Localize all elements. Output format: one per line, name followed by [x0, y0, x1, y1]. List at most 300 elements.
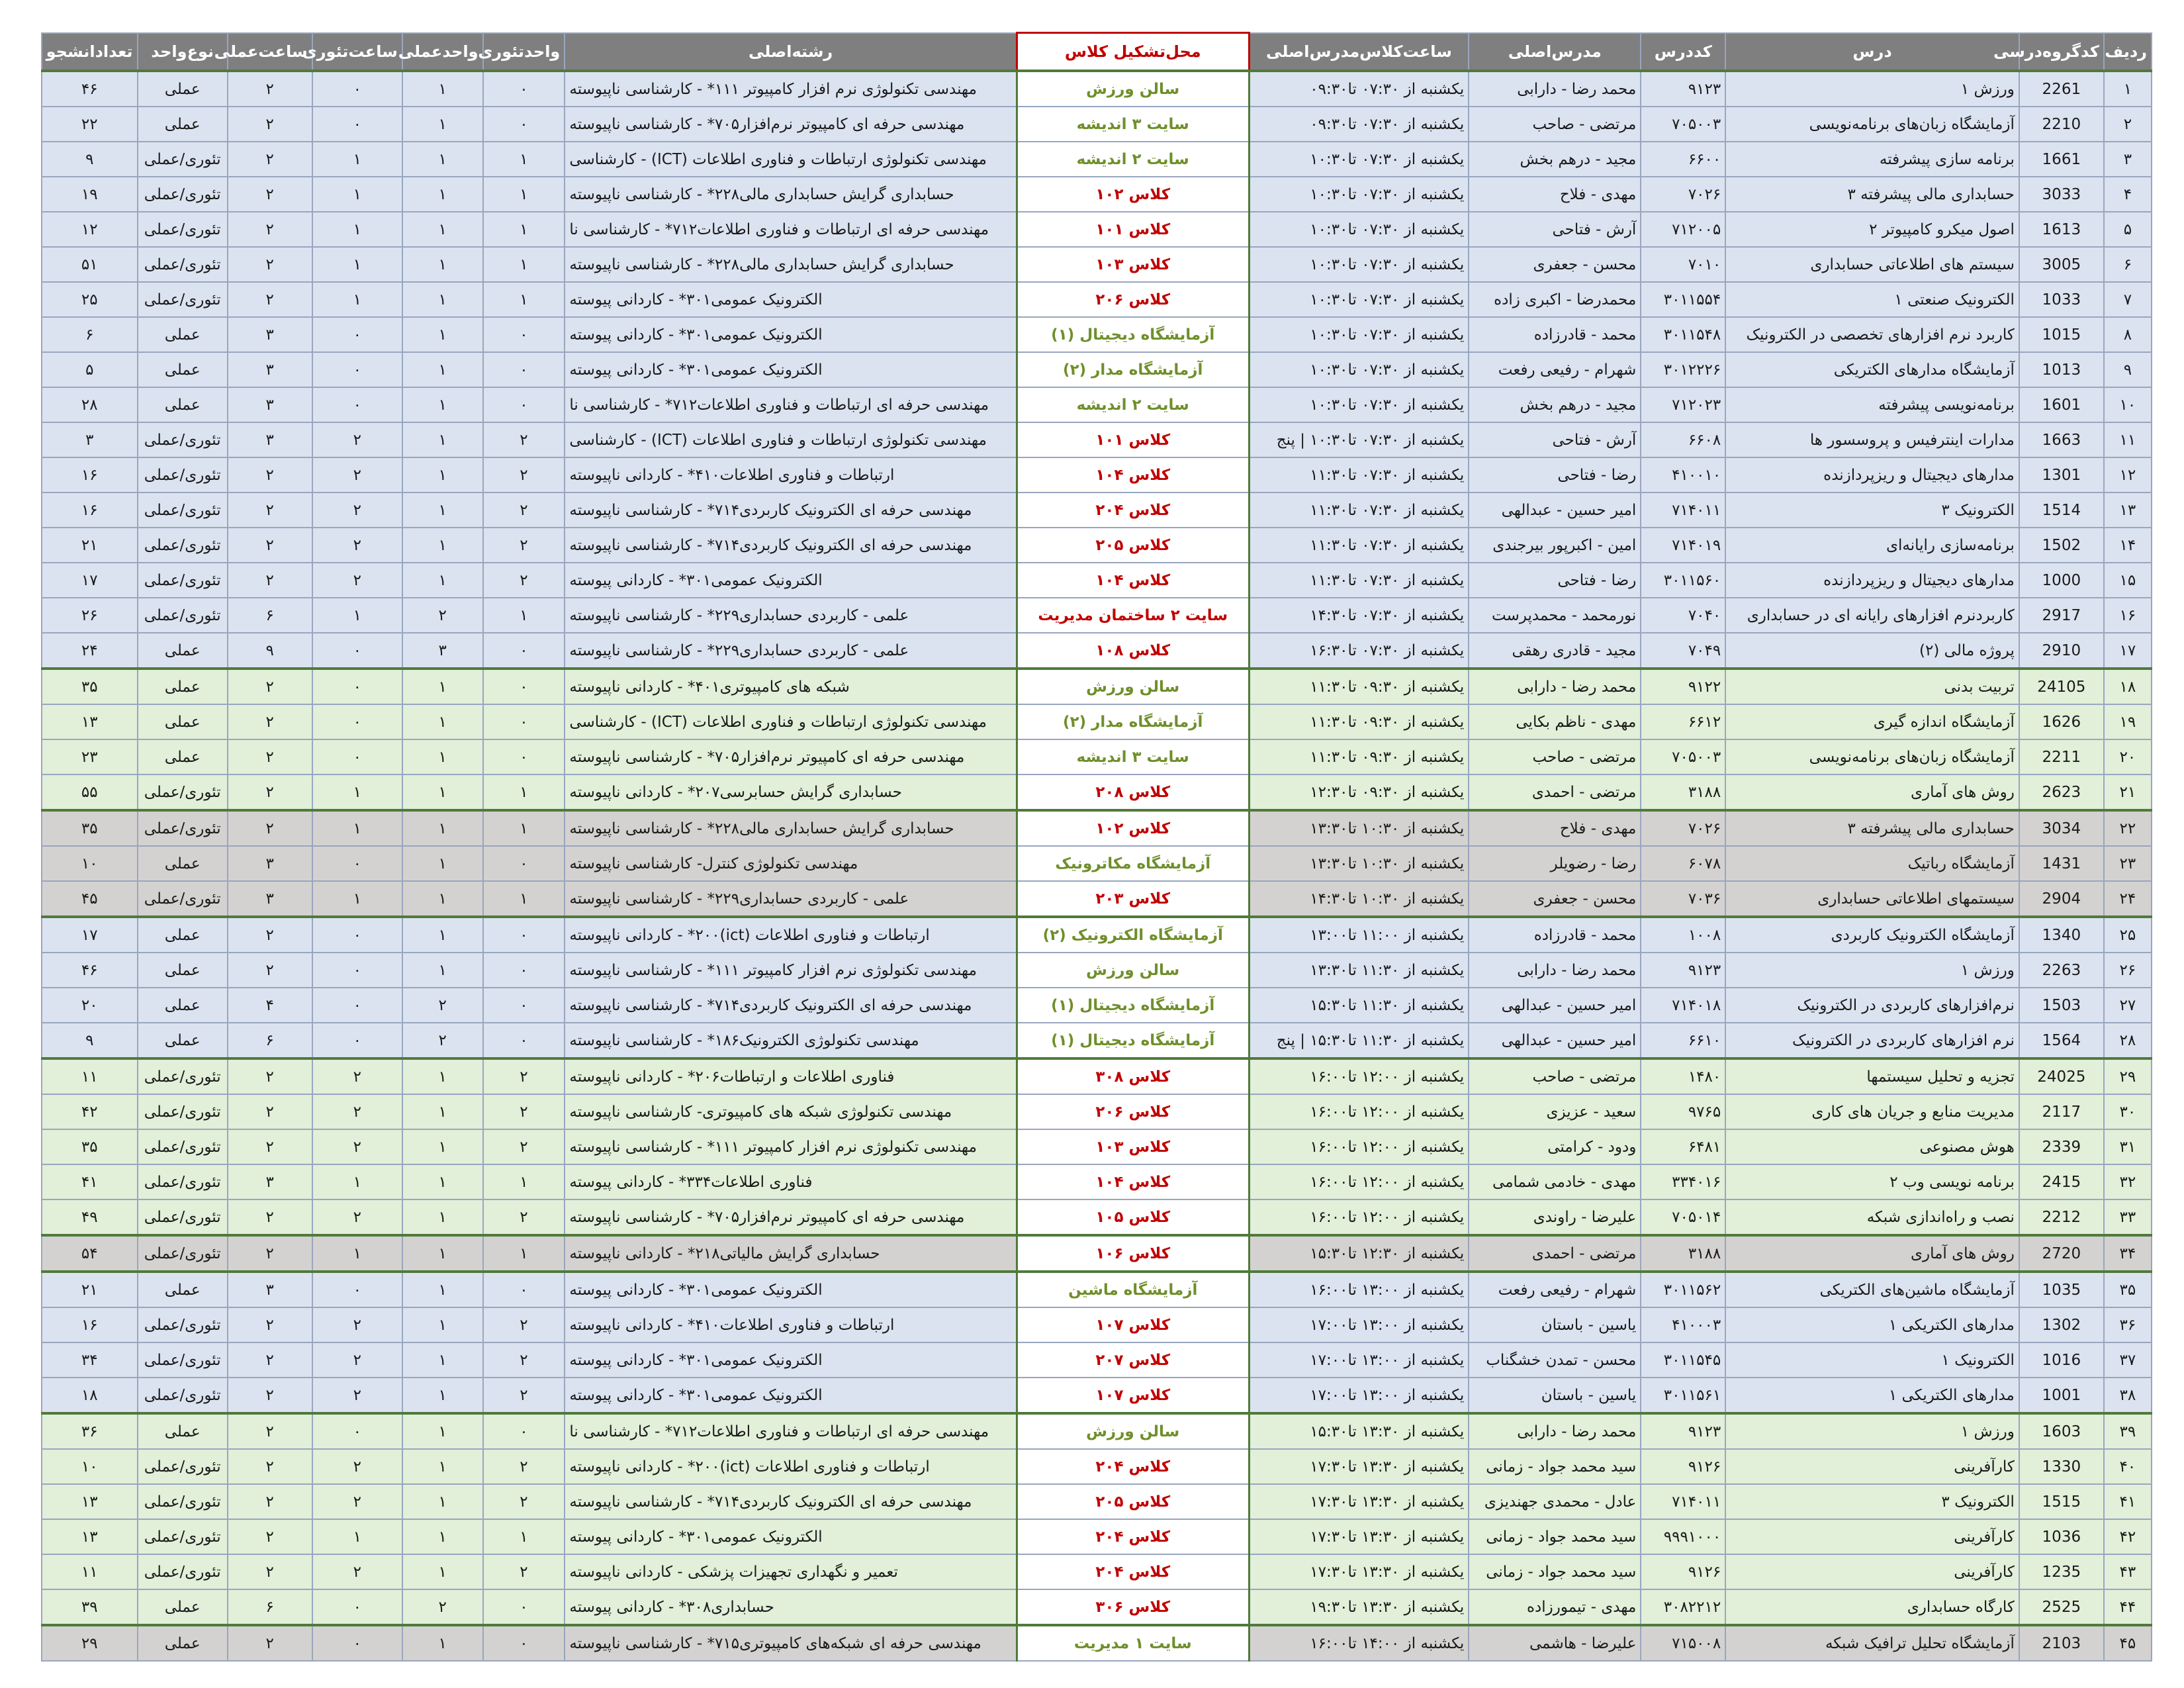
course-name-cell[interactable]: الکترونیک ۳: [1725, 492, 2019, 528]
teacher-cell[interactable]: مجید - درهم بخش: [1469, 387, 1641, 422]
row-number-cell[interactable]: ۳۵: [2104, 1272, 2152, 1307]
teacher-cell[interactable]: علیرضا - هاشمی: [1469, 1625, 1641, 1661]
theory-hours-cell[interactable]: ۱: [312, 598, 402, 633]
major-cell[interactable]: مهندسی حرفه ای شبکه‌های کامپیوتری۷۱۵* - کارشناسی ناپیوسته: [565, 1625, 1017, 1661]
unit-type-cell[interactable]: تئوری/عملی: [138, 810, 228, 846]
student-count-cell[interactable]: ۱۰: [42, 846, 138, 881]
class-time-cell[interactable]: یکشنبه از ۱۰:۳۰ تا۱۳:۳۰: [1249, 810, 1469, 846]
row-number-cell[interactable]: ۲۶: [2104, 953, 2152, 988]
practical-hours-cell[interactable]: ۲: [228, 774, 312, 810]
theory-hours-cell[interactable]: ۰: [312, 317, 402, 352]
teacher-cell[interactable]: مهدی - ناظم بکایی: [1469, 704, 1641, 739]
practical-hours-cell[interactable]: ۲: [228, 1625, 312, 1661]
course-code-cell[interactable]: ۷۰۴۹: [1641, 633, 1725, 669]
unit-type-cell[interactable]: عملی: [138, 1625, 228, 1661]
theory-units-cell[interactable]: ۲: [483, 1307, 565, 1342]
group-code-cell[interactable]: 1302: [2019, 1307, 2104, 1342]
course-code-cell[interactable]: ۷۰۱۰: [1641, 247, 1725, 282]
class-time-cell[interactable]: یکشنبه از ۰۷:۳۰ تا۱۰:۳۰: [1249, 247, 1469, 282]
row-number-cell[interactable]: ۵: [2104, 212, 2152, 247]
theory-units-cell[interactable]: ۰: [483, 1589, 565, 1625]
class-location-cell[interactable]: سایت ۲ اندیشه: [1017, 387, 1249, 422]
group-code-cell[interactable]: 1015: [2019, 317, 2104, 352]
col-header-teacher[interactable]: مدرس‌اصلی: [1469, 33, 1641, 71]
row-number-cell[interactable]: ۴۲: [2104, 1519, 2152, 1554]
theory-hours-cell[interactable]: ۰: [312, 669, 402, 704]
col-header-theory-units[interactable]: واحدتئوری: [483, 33, 565, 71]
major-cell[interactable]: حسابداری گرایش حسابرسی۲۰۷* - کاردانی ناپیوسته: [565, 774, 1017, 810]
theory-units-cell[interactable]: ۱: [483, 247, 565, 282]
theory-units-cell[interactable]: ۱: [483, 177, 565, 212]
class-time-cell[interactable]: یکشنبه از ۱۲:۳۰ تا۱۵:۳۰: [1249, 1235, 1469, 1272]
course-code-cell[interactable]: ۷۱۲۰۲۳: [1641, 387, 1725, 422]
group-code-cell[interactable]: 1330: [2019, 1449, 2104, 1484]
unit-type-cell[interactable]: عملی: [138, 917, 228, 953]
row-number-cell[interactable]: ۳۸: [2104, 1378, 2152, 1413]
table-row[interactable]: [42, 1484, 2152, 1519]
major-cell[interactable]: مهندسی حرفه ای ارتباطات و فناوری اطلاعات۷۱۲* - کارشناسی نا: [565, 1413, 1017, 1449]
theory-hours-cell[interactable]: ۲: [312, 1484, 402, 1519]
student-count-cell[interactable]: ۱۳: [42, 1519, 138, 1554]
class-time-cell[interactable]: یکشنبه از ۱۱:۳۰ تا۱۵:۳۰: [1249, 988, 1469, 1023]
table-row[interactable]: [42, 1164, 2152, 1199]
theory-hours-cell[interactable]: ۱: [312, 212, 402, 247]
practical-units-cell[interactable]: ۱: [402, 352, 483, 387]
table-row[interactable]: [42, 282, 2152, 317]
theory-hours-cell[interactable]: ۱: [312, 177, 402, 212]
class-time-cell[interactable]: یکشنبه از ۱۰:۳۰ تا۱۳:۳۰: [1249, 846, 1469, 881]
course-code-cell[interactable]: ۹۱۲۶: [1641, 1554, 1725, 1589]
class-location-cell[interactable]: سالن ورزش: [1017, 669, 1249, 704]
class-location-cell[interactable]: سالن ورزش: [1017, 953, 1249, 988]
class-location-cell[interactable]: کلاس ۱۰۸: [1017, 633, 1249, 669]
course-code-cell[interactable]: ۷۱۵۰۰۸: [1641, 1625, 1725, 1661]
theory-hours-cell[interactable]: ۰: [312, 917, 402, 953]
student-count-cell[interactable]: ۳۴: [42, 1342, 138, 1378]
theory-hours-cell[interactable]: ۰: [312, 1023, 402, 1058]
unit-type-cell[interactable]: عملی: [138, 739, 228, 774]
student-count-cell[interactable]: ۴۲: [42, 1094, 138, 1129]
group-code-cell[interactable]: 24025: [2019, 1058, 2104, 1094]
practical-units-cell[interactable]: ۱: [402, 563, 483, 598]
teacher-cell[interactable]: مرتضی - صاحب: [1469, 107, 1641, 142]
group-code-cell[interactable]: 1016: [2019, 1342, 2104, 1378]
theory-hours-cell[interactable]: ۱: [312, 282, 402, 317]
group-code-cell[interactable]: 1033: [2019, 282, 2104, 317]
table-row[interactable]: [42, 422, 2152, 457]
student-count-cell[interactable]: ۲۸: [42, 387, 138, 422]
class-location-cell[interactable]: کلاس ۱۰۳: [1017, 1129, 1249, 1164]
practical-hours-cell[interactable]: ۲: [228, 953, 312, 988]
unit-type-cell[interactable]: تئوری/عملی: [138, 1058, 228, 1094]
student-count-cell[interactable]: ۱۳: [42, 704, 138, 739]
practical-hours-cell[interactable]: ۲: [228, 282, 312, 317]
practical-hours-cell[interactable]: ۲: [228, 1378, 312, 1413]
table-row[interactable]: [42, 1378, 2152, 1413]
theory-units-cell[interactable]: ۰: [483, 317, 565, 352]
course-name-cell[interactable]: مدارهای الکتریکی ۱: [1725, 1307, 2019, 1342]
row-number-cell[interactable]: ۳۴: [2104, 1235, 2152, 1272]
practical-hours-cell[interactable]: ۲: [228, 1058, 312, 1094]
class-location-cell[interactable]: کلاس ۲۰۶: [1017, 1094, 1249, 1129]
class-location-cell[interactable]: سایت ۱ مدیریت: [1017, 1625, 1249, 1661]
class-time-cell[interactable]: یکشنبه از ۰۷:۳۰ تا۰۹:۳۰: [1249, 107, 1469, 142]
teacher-cell[interactable]: ودود - کرامتی: [1469, 1129, 1641, 1164]
teacher-cell[interactable]: محسن - جعفری: [1469, 881, 1641, 917]
teacher-cell[interactable]: مهدی - فلاح: [1469, 177, 1641, 212]
teacher-cell[interactable]: مجید - درهم بخش: [1469, 142, 1641, 177]
class-location-cell[interactable]: کلاس ۲۰۷: [1017, 1342, 1249, 1378]
major-cell[interactable]: مهندسی تکنولوژی ارتباطات و فناوری اطلاعات (ICT) - کارشناسی: [565, 704, 1017, 739]
table-row[interactable]: [42, 107, 2152, 142]
practical-hours-cell[interactable]: ۹: [228, 633, 312, 669]
course-code-cell[interactable]: ۷۱۴۰۱۱: [1641, 1484, 1725, 1519]
theory-units-cell[interactable]: ۰: [483, 1625, 565, 1661]
theory-units-cell[interactable]: ۲: [483, 1094, 565, 1129]
class-time-cell[interactable]: یکشنبه از ۱۲:۰۰ تا۱۶:۰۰: [1249, 1129, 1469, 1164]
group-code-cell[interactable]: 1613: [2019, 212, 2104, 247]
group-code-cell[interactable]: 2720: [2019, 1235, 2104, 1272]
table-row[interactable]: [42, 1272, 2152, 1307]
course-code-cell[interactable]: ۹۹۹۱۰۰۰: [1641, 1519, 1725, 1554]
table-row[interactable]: [42, 1413, 2152, 1449]
practical-units-cell[interactable]: ۱: [402, 1307, 483, 1342]
student-count-cell[interactable]: ۱۷: [42, 563, 138, 598]
row-number-cell[interactable]: ۱۹: [2104, 704, 2152, 739]
theory-hours-cell[interactable]: ۲: [312, 1058, 402, 1094]
course-code-cell[interactable]: ۶۶۰۰: [1641, 142, 1725, 177]
course-name-cell[interactable]: آزمایشگاه زبان‌های برنامه‌نویسی: [1725, 107, 2019, 142]
class-time-cell[interactable]: یکشنبه از ۱۱:۰۰ تا۱۳:۰۰: [1249, 917, 1469, 953]
group-code-cell[interactable]: 2261: [2019, 71, 2104, 107]
theory-hours-cell[interactable]: ۲: [312, 1378, 402, 1413]
practical-hours-cell[interactable]: ۶: [228, 598, 312, 633]
practical-units-cell[interactable]: ۱: [402, 492, 483, 528]
class-location-cell[interactable]: سایت ۳ اندیشه: [1017, 739, 1249, 774]
theory-hours-cell[interactable]: ۲: [312, 1199, 402, 1235]
major-cell[interactable]: مهندسی حرفه ای کامپیوتر نرم‌افزار۷۰۵* - کارشناسی ناپیوسته: [565, 1199, 1017, 1235]
teacher-cell[interactable]: مرتضی - صاحب: [1469, 1058, 1641, 1094]
teacher-cell[interactable]: مهدی - فلاح: [1469, 810, 1641, 846]
practical-hours-cell[interactable]: ۶: [228, 1023, 312, 1058]
table-row[interactable]: [42, 1058, 2152, 1094]
major-cell[interactable]: ارتباطات و فناوری اطلاعات (ict)۲۰۰* - کاردانی ناپیوسته: [565, 1449, 1017, 1484]
theory-hours-cell[interactable]: ۲: [312, 528, 402, 563]
unit-type-cell[interactable]: عملی: [138, 107, 228, 142]
row-number-cell[interactable]: ۴۱: [2104, 1484, 2152, 1519]
theory-hours-cell[interactable]: ۱: [312, 142, 402, 177]
col-header-course-code[interactable]: کددرس: [1641, 33, 1725, 71]
major-cell[interactable]: الکترونیک عمومی۳۰۱* - کاردانی پیوسته: [565, 352, 1017, 387]
class-time-cell[interactable]: یکشنبه از ۰۷:۳۰ تا۱۰:۳۰: [1249, 177, 1469, 212]
col-header-location[interactable]: محل‌تشکیل کلاس: [1017, 33, 1249, 71]
unit-type-cell[interactable]: عملی: [138, 387, 228, 422]
class-time-cell[interactable]: یکشنبه از ۰۷:۳۰ تا۰۹:۳۰: [1249, 71, 1469, 107]
unit-type-cell[interactable]: تئوری/عملی: [138, 212, 228, 247]
major-cell[interactable]: الکترونیک عمومی۳۰۱* - کاردانی پیوسته: [565, 563, 1017, 598]
course-name-cell[interactable]: نرم‌افزارهای کاربردی در الکترونیک: [1725, 988, 2019, 1023]
student-count-cell[interactable]: ۴۱: [42, 1164, 138, 1199]
unit-type-cell[interactable]: عملی: [138, 1272, 228, 1307]
practical-units-cell[interactable]: ۲: [402, 988, 483, 1023]
table-row[interactable]: [42, 988, 2152, 1023]
table-row[interactable]: [42, 1129, 2152, 1164]
practical-units-cell[interactable]: ۱: [402, 282, 483, 317]
course-code-cell[interactable]: ۷۰۵۰۰۳: [1641, 107, 1725, 142]
course-code-cell[interactable]: ۳۰۱۲۲۲۶: [1641, 352, 1725, 387]
theory-hours-cell[interactable]: ۰: [312, 71, 402, 107]
theory-units-cell[interactable]: ۰: [483, 988, 565, 1023]
course-code-cell[interactable]: ۷۰۵۰۰۳: [1641, 739, 1725, 774]
teacher-cell[interactable]: رضا - رضویلر: [1469, 846, 1641, 881]
group-code-cell[interactable]: 2917: [2019, 598, 2104, 633]
teacher-cell[interactable]: مجید - قادری رهقی: [1469, 633, 1641, 669]
course-name-cell[interactable]: نصب و راه‌اندازی شبکه: [1725, 1199, 2019, 1235]
row-number-cell[interactable]: ۱۱: [2104, 422, 2152, 457]
theory-hours-cell[interactable]: ۲: [312, 563, 402, 598]
practical-hours-cell[interactable]: ۲: [228, 107, 312, 142]
course-name-cell[interactable]: پروژه مالی (۲): [1725, 633, 2019, 669]
unit-type-cell[interactable]: عملی: [138, 704, 228, 739]
course-code-cell[interactable]: ۳۱۸۸: [1641, 1235, 1725, 1272]
major-cell[interactable]: الکترونیک عمومی۳۰۱* - کاردانی پیوسته: [565, 282, 1017, 317]
major-cell[interactable]: تعمیر و نگهداری تجهیزات پزشکی - کاردانی ناپیوسته: [565, 1554, 1017, 1589]
theory-units-cell[interactable]: ۲: [483, 422, 565, 457]
class-location-cell[interactable]: کلاس ۲۰۴: [1017, 1449, 1249, 1484]
class-location-cell[interactable]: کلاس ۱۰۴: [1017, 457, 1249, 492]
class-time-cell[interactable]: یکشنبه از ۰۷:۳۰ تا۱۱:۳۰: [1249, 457, 1469, 492]
student-count-cell[interactable]: ۱۱: [42, 1058, 138, 1094]
table-row[interactable]: [42, 352, 2152, 387]
group-code-cell[interactable]: 2339: [2019, 1129, 2104, 1164]
col-header-time[interactable]: ساعت‌کلاس‌مدرس‌اصلی: [1249, 33, 1469, 71]
major-cell[interactable]: ارتباطات و فناوری اطلاعات (ict)۲۰۰* - کاردانی ناپیوسته: [565, 917, 1017, 953]
class-time-cell[interactable]: یکشنبه از ۰۷:۳۰ تا۱۱:۳۰: [1249, 528, 1469, 563]
practical-hours-cell[interactable]: ۲: [228, 1235, 312, 1272]
course-code-cell[interactable]: ۳۰۱۱۵۵۴: [1641, 282, 1725, 317]
table-row[interactable]: [42, 739, 2152, 774]
row-number-cell[interactable]: ۲۴: [2104, 881, 2152, 917]
row-number-cell[interactable]: ۹: [2104, 352, 2152, 387]
major-cell[interactable]: مهندسی حرفه ای الکترونیک کاربردی۷۱۴* - کارشناسی ناپیوسته: [565, 528, 1017, 563]
table-row[interactable]: [42, 177, 2152, 212]
class-time-cell[interactable]: یکشنبه از ۱۲:۰۰ تا۱۶:۰۰: [1249, 1094, 1469, 1129]
student-count-cell[interactable]: ۲۰: [42, 988, 138, 1023]
major-cell[interactable]: علمی - کاربردی حسابداری۲۲۹* - کارشناسی ناپیوسته: [565, 881, 1017, 917]
class-location-cell[interactable]: کلاس ۳۰۶: [1017, 1589, 1249, 1625]
teacher-cell[interactable]: سید محمد جواد - زمانی: [1469, 1519, 1641, 1554]
class-location-cell[interactable]: کلاس ۲۰۶: [1017, 282, 1249, 317]
theory-units-cell[interactable]: ۰: [483, 107, 565, 142]
practical-units-cell[interactable]: ۱: [402, 1164, 483, 1199]
row-number-cell[interactable]: ۸: [2104, 317, 2152, 352]
major-cell[interactable]: حسابداری۳۰۸* - کاردانی پیوسته: [565, 1589, 1017, 1625]
course-code-cell[interactable]: ۹۱۲۶: [1641, 1449, 1725, 1484]
theory-units-cell[interactable]: ۱: [483, 142, 565, 177]
practical-hours-cell[interactable]: ۴: [228, 988, 312, 1023]
student-count-cell[interactable]: ۲۵: [42, 282, 138, 317]
major-cell[interactable]: مهندسی حرفه ای الکترونیک کاربردی۷۱۴* - کارشناسی ناپیوسته: [565, 492, 1017, 528]
major-cell[interactable]: مهندسی تکنولوژی ارتباطات و فناوری اطلاعات (ICT) - کارشناسی: [565, 422, 1017, 457]
theory-units-cell[interactable]: ۲: [483, 1378, 565, 1413]
theory-hours-cell[interactable]: ۰: [312, 633, 402, 669]
course-code-cell[interactable]: ۹۱۲۳: [1641, 71, 1725, 107]
group-code-cell[interactable]: 2415: [2019, 1164, 2104, 1199]
student-count-cell[interactable]: ۱۶: [42, 1307, 138, 1342]
class-time-cell[interactable]: یکشنبه از ۰۷:۳۰ تا۱۱:۳۰: [1249, 563, 1469, 598]
teacher-cell[interactable]: یاسین - باستان: [1469, 1307, 1641, 1342]
class-location-cell[interactable]: سایت ۳ اندیشه: [1017, 107, 1249, 142]
teacher-cell[interactable]: سید محمد جواد - زمانی: [1469, 1554, 1641, 1589]
row-number-cell[interactable]: ۳۶: [2104, 1307, 2152, 1342]
course-name-cell[interactable]: حسابداری مالی پیشرفته ۳: [1725, 177, 2019, 212]
group-code-cell[interactable]: 2623: [2019, 774, 2104, 810]
row-number-cell[interactable]: ۲۵: [2104, 917, 2152, 953]
course-code-cell[interactable]: ۱۴۸۰: [1641, 1058, 1725, 1094]
unit-type-cell[interactable]: عملی: [138, 953, 228, 988]
table-row[interactable]: [42, 71, 2152, 107]
course-name-cell[interactable]: تجزیه و تحلیل سیستمها: [1725, 1058, 2019, 1094]
theory-units-cell[interactable]: ۱: [483, 212, 565, 247]
class-time-cell[interactable]: یکشنبه از ۱۳:۳۰ تا۱۵:۳۰: [1249, 1413, 1469, 1449]
group-code-cell[interactable]: 1515: [2019, 1484, 2104, 1519]
practical-units-cell[interactable]: ۱: [402, 1094, 483, 1129]
unit-type-cell[interactable]: تئوری/عملی: [138, 881, 228, 917]
course-code-cell[interactable]: ۳۳۴۰۱۶: [1641, 1164, 1725, 1199]
course-code-cell[interactable]: ۴۱۰۰۰۳: [1641, 1307, 1725, 1342]
unit-type-cell[interactable]: عملی: [138, 633, 228, 669]
class-location-cell[interactable]: کلاس ۱۰۲: [1017, 177, 1249, 212]
practical-units-cell[interactable]: ۱: [402, 953, 483, 988]
unit-type-cell[interactable]: تئوری/عملی: [138, 774, 228, 810]
course-name-cell[interactable]: ورزش ۱: [1725, 1413, 2019, 1449]
major-cell[interactable]: مهندسی تکنولوژی نرم افزار کامپیوتر ۱۱۱* - کارشناسی ناپیوسته: [565, 1129, 1017, 1164]
row-number-cell[interactable]: ۳۲: [2104, 1164, 2152, 1199]
col-header-major[interactable]: رشته‌اصلی: [565, 33, 1017, 71]
theory-hours-cell[interactable]: ۲: [312, 492, 402, 528]
group-code-cell[interactable]: 1503: [2019, 988, 2104, 1023]
major-cell[interactable]: الکترونیک عمومی۳۰۱* - کاردانی پیوسته: [565, 1342, 1017, 1378]
practical-units-cell[interactable]: ۲: [402, 1023, 483, 1058]
course-code-cell[interactable]: ۹۷۶۵: [1641, 1094, 1725, 1129]
theory-units-cell[interactable]: ۲: [483, 1484, 565, 1519]
theory-units-cell[interactable]: ۰: [483, 953, 565, 988]
practical-units-cell[interactable]: ۱: [402, 142, 483, 177]
theory-units-cell[interactable]: ۱: [483, 1164, 565, 1199]
theory-hours-cell[interactable]: ۰: [312, 739, 402, 774]
course-name-cell[interactable]: آزمایشگاه اندازه گیری: [1725, 704, 2019, 739]
class-location-cell[interactable]: سالن ورزش: [1017, 71, 1249, 107]
class-time-cell[interactable]: یکشنبه از ۱۳:۳۰ تا۱۷:۳۰: [1249, 1484, 1469, 1519]
unit-type-cell[interactable]: تئوری/عملی: [138, 422, 228, 457]
teacher-cell[interactable]: محمدرضا - اکبری زاده: [1469, 282, 1641, 317]
practical-units-cell[interactable]: ۱: [402, 317, 483, 352]
practical-units-cell[interactable]: ۱: [402, 1058, 483, 1094]
major-cell[interactable]: ارتباطات و فناوری اطلاعات۴۱۰* - کاردانی ناپیوسته: [565, 1307, 1017, 1342]
practical-hours-cell[interactable]: ۲: [228, 1449, 312, 1484]
group-code-cell[interactable]: 1603: [2019, 1413, 2104, 1449]
col-header-theory-hours[interactable]: ساعت‌تئوری: [312, 33, 402, 71]
practical-units-cell[interactable]: ۱: [402, 1378, 483, 1413]
unit-type-cell[interactable]: عملی: [138, 317, 228, 352]
class-location-cell[interactable]: کلاس ۱۰۲: [1017, 810, 1249, 846]
major-cell[interactable]: مهندسی تکنولوژی الکترونیک۱۸۶* - کارشناسی ناپیوسته: [565, 1023, 1017, 1058]
row-number-cell[interactable]: ۴۳: [2104, 1554, 2152, 1589]
major-cell[interactable]: فناوری اطلاعات و ارتباطات۲۰۶* - کاردانی ناپیوسته: [565, 1058, 1017, 1094]
class-location-cell[interactable]: کلاس ۱۰۳: [1017, 247, 1249, 282]
table-row[interactable]: [42, 633, 2152, 669]
class-location-cell[interactable]: کلاس ۱۰۴: [1017, 563, 1249, 598]
teacher-cell[interactable]: مهدی - تیمورزاده: [1469, 1589, 1641, 1625]
theory-units-cell[interactable]: ۱: [483, 282, 565, 317]
class-location-cell[interactable]: کلاس ۲۰۵: [1017, 528, 1249, 563]
group-code-cell[interactable]: 1035: [2019, 1272, 2104, 1307]
teacher-cell[interactable]: مرتضی - صاحب: [1469, 739, 1641, 774]
row-number-cell[interactable]: ۱۷: [2104, 633, 2152, 669]
unit-type-cell[interactable]: تئوری/عملی: [138, 1307, 228, 1342]
theory-units-cell[interactable]: ۱: [483, 774, 565, 810]
student-count-cell[interactable]: ۱۶: [42, 492, 138, 528]
group-code-cell[interactable]: 2910: [2019, 633, 2104, 669]
unit-type-cell[interactable]: عملی: [138, 1413, 228, 1449]
row-number-cell[interactable]: ۱۶: [2104, 598, 2152, 633]
student-count-cell[interactable]: ۴۶: [42, 953, 138, 988]
group-code-cell[interactable]: 1564: [2019, 1023, 2104, 1058]
group-code-cell[interactable]: 2904: [2019, 881, 2104, 917]
table-row[interactable]: [42, 1023, 2152, 1058]
theory-units-cell[interactable]: ۰: [483, 1413, 565, 1449]
student-count-cell[interactable]: ۲۴: [42, 633, 138, 669]
course-name-cell[interactable]: روش های آماری: [1725, 1235, 2019, 1272]
unit-type-cell[interactable]: عملی: [138, 71, 228, 107]
theory-hours-cell[interactable]: ۰: [312, 846, 402, 881]
theory-hours-cell[interactable]: ۱: [312, 774, 402, 810]
class-time-cell[interactable]: یکشنبه از ۱۳:۳۰ تا۱۷:۳۰: [1249, 1519, 1469, 1554]
theory-hours-cell[interactable]: ۲: [312, 1129, 402, 1164]
class-location-cell[interactable]: آزمایشگاه ماشین: [1017, 1272, 1249, 1307]
theory-units-cell[interactable]: ۲: [483, 1058, 565, 1094]
course-name-cell[interactable]: برنامه سازی پیشرفته: [1725, 142, 2019, 177]
practical-units-cell[interactable]: ۱: [402, 212, 483, 247]
theory-units-cell[interactable]: ۰: [483, 71, 565, 107]
practical-units-cell[interactable]: ۱: [402, 1625, 483, 1661]
group-code-cell[interactable]: 1626: [2019, 704, 2104, 739]
theory-units-cell[interactable]: ۲: [483, 1199, 565, 1235]
teacher-cell[interactable]: امیر حسین - عبدالهی: [1469, 1023, 1641, 1058]
practical-units-cell[interactable]: ۱: [402, 810, 483, 846]
class-time-cell[interactable]: یکشنبه از ۰۷:۳۰ تا۱۱:۳۰: [1249, 492, 1469, 528]
course-code-cell[interactable]: ۷۱۴۰۱۱: [1641, 492, 1725, 528]
table-row[interactable]: [42, 1554, 2152, 1589]
student-count-cell[interactable]: ۲۲: [42, 107, 138, 142]
practical-units-cell[interactable]: ۱: [402, 1235, 483, 1272]
table-row[interactable]: [42, 1307, 2152, 1342]
row-number-cell[interactable]: ۳۳: [2104, 1199, 2152, 1235]
group-code-cell[interactable]: 1663: [2019, 422, 2104, 457]
table-row[interactable]: [42, 528, 2152, 563]
theory-units-cell[interactable]: ۲: [483, 1554, 565, 1589]
table-row[interactable]: [42, 1589, 2152, 1625]
table-row[interactable]: [42, 881, 2152, 917]
row-number-cell[interactable]: ۳: [2104, 142, 2152, 177]
student-count-cell[interactable]: ۱۱: [42, 1554, 138, 1589]
teacher-cell[interactable]: آرش - فتاحی: [1469, 422, 1641, 457]
course-name-cell[interactable]: آزمایشگاه رباتیک: [1725, 846, 2019, 881]
theory-units-cell[interactable]: ۰: [483, 917, 565, 953]
theory-hours-cell[interactable]: ۲: [312, 457, 402, 492]
practical-units-cell[interactable]: ۱: [402, 917, 483, 953]
group-code-cell[interactable]: 1431: [2019, 846, 2104, 881]
